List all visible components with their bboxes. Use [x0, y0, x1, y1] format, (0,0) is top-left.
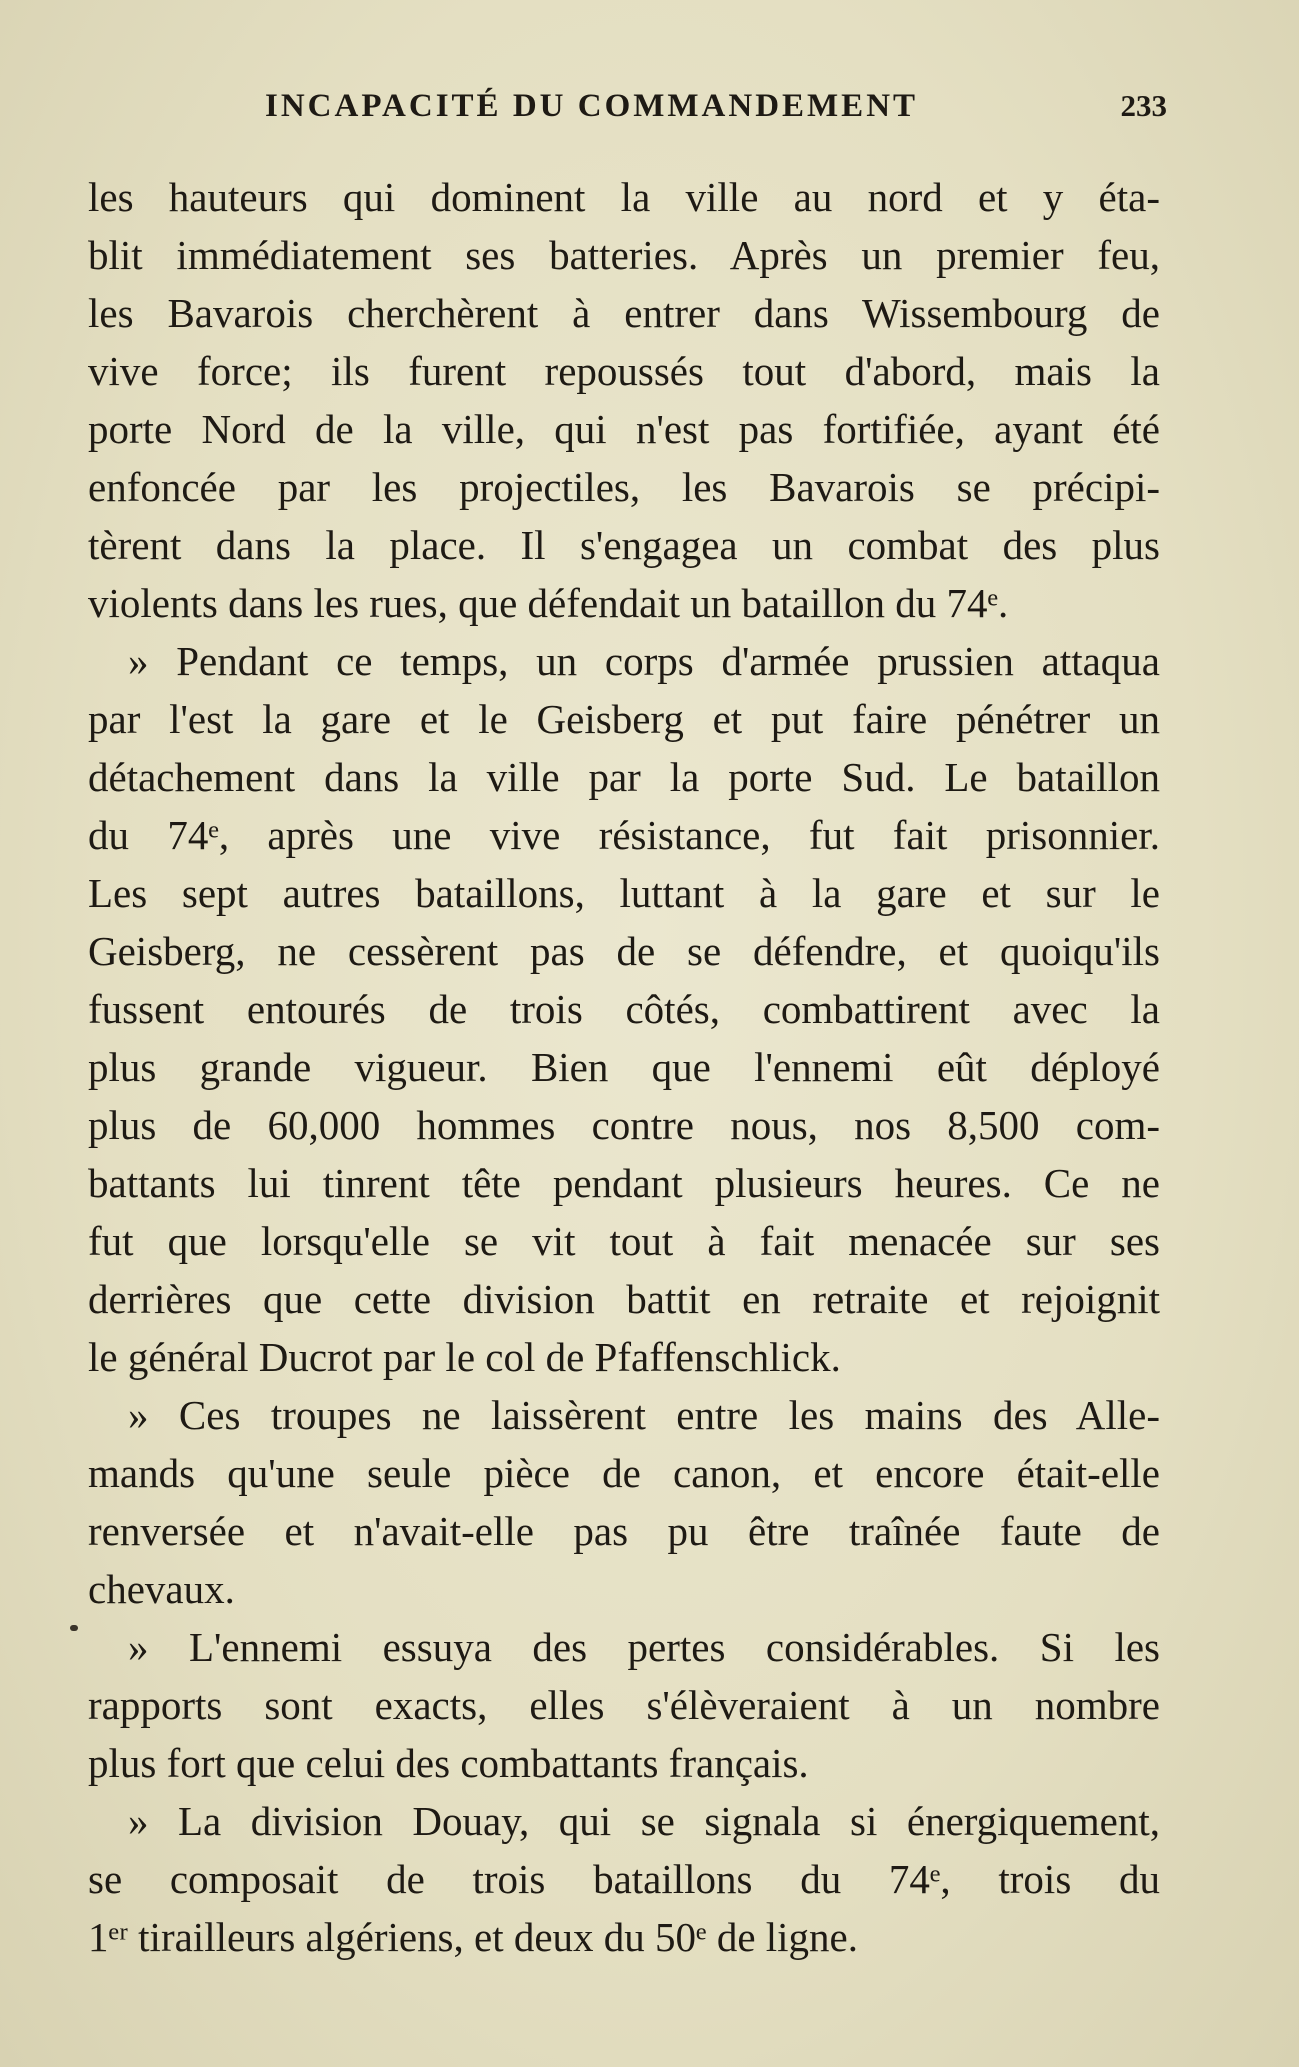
body-text: [88, 168, 1160, 1966]
text-line: » Pendant ce temps, un corps d'armée prussien attaqua: [128, 638, 1160, 684]
running-head: [90, 88, 1167, 138]
text-line: battants lui tinrent tête pendant plusieurs heures. Ce ne: [88, 1160, 1160, 1206]
ink-speck: [70, 1625, 78, 1631]
text-line: mands qu'une seule pièce de canon, et encore était-elle: [88, 1450, 1160, 1496]
text-line: par l'est la gare et le Geisberg et put faire pénétrer un: [88, 696, 1160, 742]
text-line: détachement dans la ville par la porte Sud. Le bataillon: [88, 754, 1160, 800]
text-line: fut que lorsqu'elle se vit tout à fait menacée sur ses: [88, 1218, 1160, 1264]
text-line: vive force; ils furent repoussés tout d'abord, mais la: [88, 348, 1160, 394]
text-line: se composait de trois bataillons du 74ᵉ, trois du: [88, 1856, 1160, 1902]
text-line: Geisberg, ne cessèrent pas de se défendre, et quoiqu'ils: [88, 928, 1160, 974]
text-line: fussent entourés de trois côtés, combattirent avec la: [88, 986, 1160, 1032]
text-line: » L'ennemi essuya des pertes considérables. Si les: [128, 1624, 1160, 1670]
text-line: les hauteurs qui dominent la ville au nord et y éta-: [88, 174, 1160, 220]
text-line: plus grande vigueur. Bien que l'ennemi eût déployé: [88, 1044, 1160, 1090]
text-line: 1ᵉʳ tirailleurs algériens, et deux du 50ᵉ de ligne.: [88, 1914, 858, 1960]
text-line: rapports sont exacts, elles s'élèveraient à un nombre: [88, 1682, 1160, 1728]
text-line: » La division Douay, qui se signala si énergiquement,: [128, 1798, 1160, 1844]
text-line: enfoncée par les projectiles, les Bavarois se précipi-: [88, 464, 1160, 510]
text-line: plus de 60,000 hommes contre nous, nos 8,500 com-: [88, 1102, 1160, 1148]
text-line: du 74ᵉ, après une vive résistance, fut fait prisonnier.: [88, 812, 1160, 858]
running-title: INCAPACITÉ DU COMMANDEMENT: [265, 88, 919, 124]
text-line: les Bavarois cherchèrent à entrer dans Wissembourg de: [88, 290, 1160, 336]
text-line: renversée et n'avait-elle pas pu être traînée faute de: [88, 1508, 1160, 1554]
text-line: tèrent dans la place. Il s'engagea un combat des plus: [88, 522, 1160, 568]
text-line: blit immédiatement ses batteries. Après un premier feu,: [88, 232, 1160, 278]
text-line: porte Nord de la ville, qui n'est pas fortifiée, ayant été: [88, 406, 1160, 452]
text-line: derrières que cette division battit en retraite et rejoignit: [88, 1276, 1160, 1322]
text-line: Les sept autres bataillons, luttant à la gare et sur le: [88, 870, 1160, 916]
text-line: le général Ducrot par le col de Pfaffenschlick.: [88, 1334, 841, 1380]
text-line: plus fort que celui des combattants français.: [88, 1740, 809, 1786]
page-number: 233: [1120, 88, 1167, 123]
text-line: chevaux.: [88, 1566, 235, 1612]
text-line: violents dans les rues, que défendait un bataillon du 74ᵉ.: [88, 580, 1009, 626]
text-line: » Ces troupes ne laissèrent entre les mains des Alle-: [128, 1392, 1160, 1438]
